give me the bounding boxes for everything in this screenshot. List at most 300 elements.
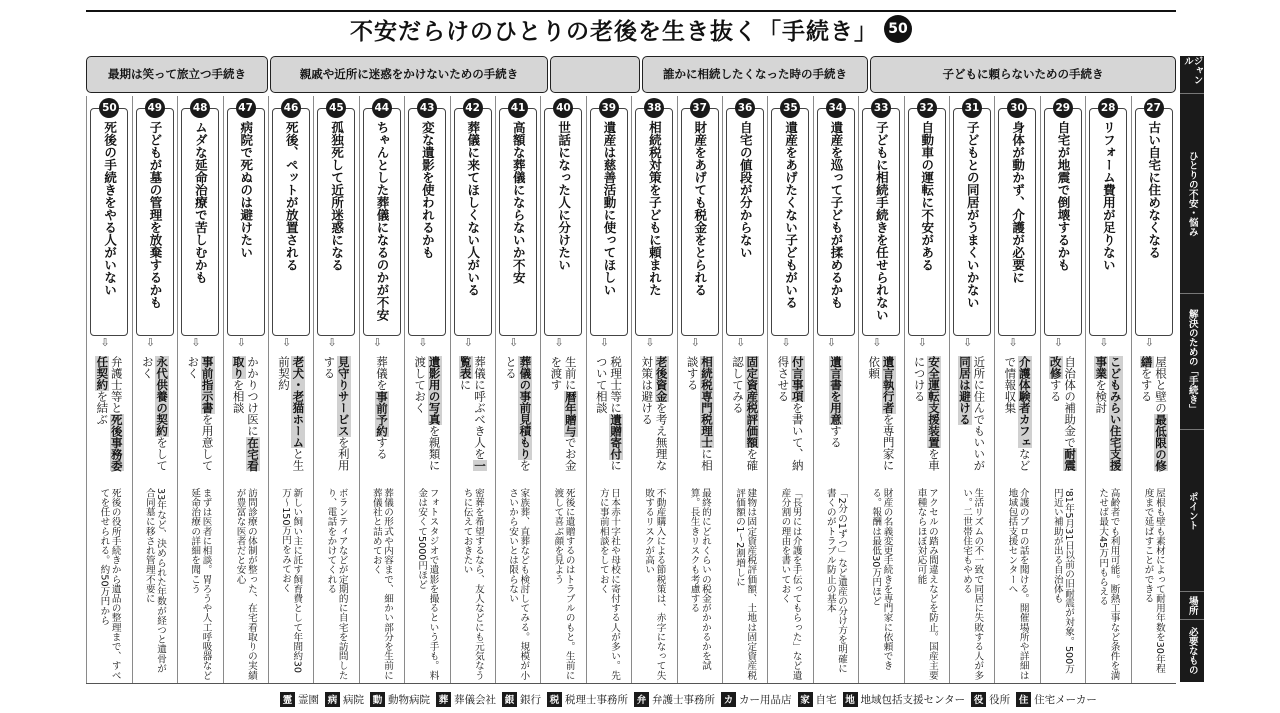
item-number-badge: 44 bbox=[372, 98, 392, 118]
solution-cell bbox=[498, 352, 538, 480]
point-cell bbox=[226, 484, 266, 680]
solution-cell bbox=[997, 352, 1037, 480]
worry-card bbox=[1044, 108, 1082, 336]
point-text: フォトスタジオで遺影を撮るという手も。料金は安くて5000円ほど bbox=[416, 488, 439, 680]
solution-text-block bbox=[95, 356, 124, 480]
worry-text: 遺産をあげたくない子どもがいる bbox=[783, 121, 799, 309]
solution-cell bbox=[135, 352, 175, 480]
solution-keyword: 永代供養の契約 bbox=[155, 356, 170, 437]
side-place: 場所 bbox=[1180, 592, 1204, 620]
side-worry: ひとりの不安・悩み bbox=[1180, 94, 1204, 294]
solution-text-block bbox=[1139, 356, 1168, 480]
solution-text: をする bbox=[1139, 367, 1154, 402]
solution-text: を確認してみる bbox=[731, 356, 760, 471]
chevron-down-icon: ⇩ bbox=[872, 336, 882, 349]
procedure-column bbox=[1131, 96, 1175, 684]
procedure-column bbox=[767, 96, 811, 684]
solution-cell bbox=[589, 352, 629, 480]
solution-text-block bbox=[867, 356, 896, 480]
solution-cell bbox=[1043, 352, 1083, 480]
title-bar bbox=[86, 10, 1176, 46]
item-number-badge: 37 bbox=[690, 98, 710, 118]
legend-abbr: 弁 bbox=[634, 692, 649, 707]
legend-abbr: 病 bbox=[325, 692, 340, 707]
point-text: 「2分の1ずつ」など遺産の分け方を明確に書くのがトラブル防止の基本 bbox=[824, 488, 848, 674]
solution-text-block bbox=[375, 356, 389, 480]
solution-text: する bbox=[1048, 379, 1063, 402]
solution-text: をしておく bbox=[140, 356, 170, 471]
point-cell bbox=[1088, 484, 1128, 680]
chevron-down-icon: ⇩ bbox=[100, 336, 110, 349]
legend-label: 地域包括支援センター bbox=[860, 693, 966, 706]
procedure-column bbox=[994, 96, 1038, 684]
legend-item bbox=[370, 692, 430, 707]
solution-text-block bbox=[912, 356, 941, 480]
solution-cell bbox=[453, 352, 493, 480]
worry-text: 子どもが墓の管理を放棄するかも bbox=[147, 121, 163, 309]
procedure-column bbox=[359, 96, 403, 684]
solution-text: 生前に bbox=[563, 356, 578, 391]
solution-text-block bbox=[277, 356, 306, 480]
point-cell bbox=[952, 484, 992, 680]
point-cell bbox=[1134, 484, 1174, 680]
solution-text: 葬儀に呼ぶべき人を bbox=[472, 356, 487, 460]
legend-abbr: 霊 bbox=[280, 692, 295, 707]
solution-keyword: 見守りサービス bbox=[336, 356, 351, 437]
point-cell bbox=[634, 484, 674, 680]
genre-box-saigo: 最期は笑って旅立つ手続き bbox=[86, 56, 268, 93]
worry-text: 変な遺影を使われるかも bbox=[420, 121, 436, 259]
solution-cell bbox=[226, 352, 266, 480]
legend-label: 自宅 bbox=[815, 693, 837, 706]
solution-text-block bbox=[504, 356, 533, 480]
legend-item bbox=[971, 692, 1010, 707]
solution-text-block bbox=[186, 356, 215, 480]
legend-item bbox=[798, 692, 837, 707]
legend-abbr: 動 bbox=[370, 692, 385, 707]
legend-item bbox=[502, 692, 541, 707]
worry-card bbox=[590, 108, 628, 336]
point-text: 財産の名義変更手続きを専門家に依頼できる。報酬は最低30万円ほど bbox=[870, 488, 893, 671]
worry-text: 死後の手続きをやる人がいない bbox=[102, 121, 118, 296]
chevron-down-icon: ⇩ bbox=[372, 336, 383, 349]
solution-text-block bbox=[1048, 356, 1077, 480]
point-cell bbox=[135, 484, 175, 680]
item-number-badge: 31 bbox=[962, 98, 982, 118]
worry-text: 孤独死して近所迷惑になる bbox=[329, 121, 345, 271]
point-text: 介護のプロの話を聞ける。開催場所や詳細は地域包括支援センターへ bbox=[1006, 488, 1029, 680]
legend-item bbox=[634, 692, 715, 707]
worry-text: 高額な葬儀にならないか不安 bbox=[511, 121, 527, 284]
place-legend bbox=[280, 690, 1103, 708]
procedure-table bbox=[86, 96, 1176, 684]
procedure-column bbox=[722, 96, 766, 684]
solution-keyword: 老後資金 bbox=[654, 356, 669, 402]
point-cell bbox=[907, 484, 947, 680]
solution-text-block bbox=[776, 356, 805, 480]
point-text: ボランティアなどが定期的に自宅を訪問したり、電話をかけてくれる bbox=[325, 488, 348, 680]
solution-cell bbox=[271, 352, 311, 480]
point-text: 不動産購入による節税策は、赤字になって失敗するリスクが高い bbox=[643, 488, 666, 680]
chevron-down-icon: ⇩ bbox=[145, 336, 156, 349]
solution-keyword: 遺言書を用意 bbox=[828, 356, 843, 425]
solution-text-block bbox=[140, 356, 169, 480]
item-number-badge: 35 bbox=[780, 98, 800, 118]
legend-item bbox=[843, 692, 966, 707]
worry-card bbox=[953, 108, 991, 336]
worry-card bbox=[90, 108, 128, 336]
solution-keyword: 事前予約 bbox=[374, 390, 389, 437]
solution-text: 葬儀を bbox=[374, 356, 389, 391]
legend-item bbox=[325, 692, 364, 707]
solution-keyword: 事前指示書 bbox=[200, 356, 215, 414]
solution-cell bbox=[680, 352, 720, 480]
point-cell bbox=[498, 484, 538, 680]
solution-keyword: 在宅看取り bbox=[231, 356, 260, 471]
point-text: '81年5月31日以前の旧耐震が対象。500万円近い補助が出る自治体も bbox=[1051, 488, 1075, 674]
legend-label: 銀行 bbox=[520, 693, 541, 706]
item-number-badge: 33 bbox=[871, 98, 891, 118]
procedure-column bbox=[586, 96, 630, 684]
solution-text: を検討 bbox=[1094, 379, 1109, 414]
worry-text: 世話になった人に分けたい bbox=[556, 121, 572, 271]
solution-keyword: 葬儀の事前見積もり bbox=[518, 356, 533, 460]
procedure-column bbox=[813, 96, 857, 684]
legend-item bbox=[1016, 692, 1097, 707]
worry-card bbox=[181, 108, 219, 336]
solution-text: を専門家に依頼 bbox=[867, 356, 896, 471]
genre-box-meiwaku: 親戚や近所に迷惑をかけないための手続き bbox=[270, 56, 548, 93]
worry-card bbox=[862, 108, 900, 336]
point-cell bbox=[362, 484, 402, 680]
item-number-badge: 38 bbox=[644, 98, 664, 118]
item-number-badge: 28 bbox=[1098, 98, 1118, 118]
point-text: 死後の役所手続きから遺品の整理まで、すべてを任せられる。約50万円から bbox=[98, 488, 121, 680]
solution-cell bbox=[725, 352, 765, 480]
worry-text: 自宅の値段が分からない bbox=[738, 121, 754, 259]
item-number-badge: 34 bbox=[826, 98, 846, 118]
point-cell bbox=[770, 484, 810, 680]
solution-text: 近所に住んでもいいが bbox=[972, 356, 987, 471]
worry-text: 病院で死ぬのは避けたい bbox=[238, 121, 254, 259]
worry-text: 遺産を巡って子どもが揉めるかも bbox=[828, 121, 844, 309]
item-number-badge: 46 bbox=[281, 98, 301, 118]
solution-cell bbox=[316, 352, 356, 480]
procedure-column bbox=[177, 96, 221, 684]
solution-cell bbox=[816, 352, 856, 480]
legend-label: 葬儀会社 bbox=[454, 693, 496, 706]
procedure-column bbox=[904, 96, 948, 684]
solution-cell bbox=[543, 352, 583, 480]
solution-keyword: 相続税専門税理士 bbox=[699, 356, 714, 448]
point-text: 葬儀の形式や内容まで、細かい部分を生前に葬儀社と詰めておく bbox=[370, 488, 394, 680]
worry-text: 子どもに相続手続きを任せられない bbox=[874, 121, 890, 321]
worry-card bbox=[1135, 108, 1173, 336]
solution-text: を相談 bbox=[231, 379, 246, 414]
procedure-column bbox=[631, 96, 675, 684]
legend-item bbox=[280, 692, 319, 707]
solution-cell bbox=[89, 352, 129, 480]
solution-text: をとる bbox=[504, 356, 533, 471]
solution-keyword: 同居は避ける bbox=[958, 356, 972, 425]
legend-label: 弁護士事務所 bbox=[652, 693, 715, 706]
chevron-down-icon: ⇩ bbox=[509, 336, 519, 349]
solution-text-block bbox=[549, 356, 578, 480]
solution-text: などで情報収集 bbox=[1003, 356, 1032, 471]
worry-card bbox=[136, 108, 174, 336]
legend-abbr: 銀 bbox=[502, 692, 517, 707]
solution-keyword: 最低限の修繕 bbox=[1139, 356, 1168, 471]
worry-text: リフォーム費用が足りない bbox=[1101, 121, 1117, 271]
item-number-badge: 45 bbox=[326, 98, 346, 118]
solution-text-block bbox=[413, 356, 442, 480]
chevron-down-icon: ⇩ bbox=[1008, 336, 1018, 349]
point-text: 生活リズムの不一致で同居に失敗する人が多い。二世帯住宅もやめる bbox=[961, 488, 984, 680]
solution-text-block bbox=[458, 356, 487, 480]
genre-box-blank bbox=[550, 56, 640, 93]
item-number-badge: 41 bbox=[508, 98, 528, 118]
worry-card bbox=[998, 108, 1036, 336]
chevron-down-icon: ⇩ bbox=[645, 336, 655, 349]
item-number-badge: 30 bbox=[1007, 98, 1027, 118]
solution-text: を書いて、納得させる bbox=[776, 356, 805, 471]
solution-keyword: 死後事務委任契約 bbox=[95, 356, 124, 471]
worry-text: 相続税対策を子どもに頼まれた bbox=[647, 121, 663, 296]
point-cell bbox=[453, 484, 493, 680]
point-cell bbox=[1043, 484, 1083, 680]
solution-keyword: 遺影用の写真 bbox=[427, 356, 442, 425]
solution-text: に相談する bbox=[685, 356, 714, 471]
chevron-down-icon: ⇩ bbox=[1144, 336, 1154, 349]
worry-card bbox=[681, 108, 719, 336]
solution-keyword: 付言事項 bbox=[790, 356, 805, 402]
point-text: 最終的にどれくらいの税金がかかるかを試算。長生きリスクも考慮する bbox=[688, 488, 711, 671]
chevron-down-icon: ⇩ bbox=[282, 336, 292, 349]
procedure-column bbox=[450, 96, 494, 684]
solution-text: 自治体の補助金で bbox=[1063, 356, 1078, 448]
point-text: 家族葬、直葬なども検討してみる。規模が小さいから安いとは限らない bbox=[507, 488, 530, 680]
point-cell bbox=[680, 484, 720, 680]
legend-label: 動物病院 bbox=[388, 693, 430, 706]
legend-item bbox=[436, 692, 496, 707]
side-point: ポイント bbox=[1180, 430, 1204, 592]
chevron-down-icon: ⇩ bbox=[1099, 336, 1109, 349]
item-number-badge: 27 bbox=[1144, 98, 1164, 118]
solution-text: する bbox=[374, 436, 389, 460]
chevron-down-icon: ⇩ bbox=[963, 336, 973, 349]
point-cell bbox=[725, 484, 765, 680]
solution-keyword: 一覧表 bbox=[458, 356, 487, 471]
solution-keyword: 介護体験者カフェ bbox=[1017, 356, 1032, 448]
worry-card bbox=[726, 108, 764, 336]
point-text: アクセルの踏み間違えなどを防止。国産主要車種ならほぼ対応可能 bbox=[915, 488, 938, 680]
item-number-badge: 39 bbox=[599, 98, 619, 118]
procedure-column bbox=[540, 96, 584, 684]
point-cell bbox=[997, 484, 1037, 680]
solution-cell bbox=[362, 352, 402, 480]
solution-cell bbox=[952, 352, 992, 480]
chevron-down-icon: ⇩ bbox=[327, 336, 337, 349]
point-text: 新しい飼い主に託す飼育費として年間約30万～150万円をみておく bbox=[280, 488, 303, 674]
solution-text: に bbox=[458, 379, 473, 391]
point-text: 日本赤十字社や母校に寄付する人が多い。先方に事前相談をしておく bbox=[597, 488, 621, 680]
solution-text: を用意しておく bbox=[186, 356, 215, 471]
solution-cell bbox=[770, 352, 810, 480]
procedure-column bbox=[495, 96, 539, 684]
item-number-badge: 29 bbox=[1053, 98, 1073, 118]
worry-text: ちゃんとした葬儀になるのかが不安 bbox=[374, 121, 390, 321]
solution-text-block bbox=[731, 356, 760, 480]
point-cell bbox=[543, 484, 583, 680]
worry-card bbox=[227, 108, 265, 336]
worry-card bbox=[817, 108, 855, 336]
legend-abbr: 家 bbox=[798, 692, 813, 707]
worry-card bbox=[1089, 108, 1127, 336]
procedure-column bbox=[858, 96, 902, 684]
point-text: 33年など、決められた年数が経つと遺骨が合同墓に移され管理不要に bbox=[143, 488, 167, 674]
chevron-down-icon: ⇩ bbox=[463, 336, 473, 349]
solution-text: でお金を渡す bbox=[549, 356, 578, 471]
solution-text-block bbox=[640, 356, 669, 480]
procedure-column bbox=[86, 96, 130, 684]
chevron-down-icon: ⇩ bbox=[191, 336, 201, 349]
legend-abbr: カ bbox=[721, 692, 736, 707]
legend-abbr: 地 bbox=[843, 692, 858, 707]
worry-card bbox=[544, 108, 582, 336]
procedure-column bbox=[1040, 96, 1084, 684]
worry-card bbox=[908, 108, 946, 336]
point-text: 死後に遺贈するのはトラブルのもと。生前に渡して喜ぶ顔を見よう bbox=[552, 488, 575, 680]
worry-text: 遺産は慈善活動に使ってほしい bbox=[601, 121, 617, 296]
item-number-badge: 40 bbox=[553, 98, 573, 118]
solution-cell bbox=[907, 352, 947, 480]
solution-text: する bbox=[828, 425, 843, 448]
solution-text-block bbox=[829, 356, 843, 480]
worry-card bbox=[363, 108, 401, 336]
solution-text: について相談 bbox=[594, 356, 624, 471]
chevron-down-icon: ⇩ bbox=[917, 336, 927, 349]
worry-text: ムダな延命治療で苦しむかも bbox=[193, 121, 209, 284]
point-cell bbox=[816, 484, 856, 680]
solution-cell bbox=[1088, 352, 1128, 480]
procedure-column bbox=[132, 96, 176, 684]
legend-label: カー用品店 bbox=[739, 693, 792, 706]
point-cell bbox=[589, 484, 629, 680]
legend-abbr: 役 bbox=[971, 692, 986, 707]
worry-text: 自宅が地震で倒壊するかも bbox=[1055, 121, 1071, 271]
worry-card bbox=[408, 108, 446, 336]
worry-card bbox=[454, 108, 492, 336]
point-text: 建物は固定資産税評価額、土地は固定資産税評価額の1～2割増しに bbox=[734, 488, 757, 680]
procedure-column bbox=[313, 96, 357, 684]
solution-cell bbox=[634, 352, 674, 480]
title-number-badge: 50 bbox=[884, 15, 912, 43]
legend-label: 霊園 bbox=[298, 693, 319, 706]
legend-item bbox=[721, 692, 792, 707]
point-text: 高齢者でも利用可能。断熱工事など条件を満たせば最大45万円もらえる bbox=[1097, 488, 1120, 680]
solution-keyword: 耐震改修 bbox=[1048, 356, 1078, 471]
solution-text: 弁護士等と bbox=[109, 356, 124, 414]
solution-text-block bbox=[594, 356, 623, 480]
worry-text: 身体が動かず、介護が必要に bbox=[1010, 121, 1026, 284]
point-cell bbox=[89, 484, 129, 680]
page-title: 不安だらけのひとりの老後を生き抜く「手続き」 bbox=[350, 18, 878, 45]
point-text: 「長男には介護を手伝ってもらった」など遺産分割の理由を書いておく bbox=[779, 488, 802, 680]
item-number-badge: 48 bbox=[190, 98, 210, 118]
row-header-sidebar bbox=[1180, 56, 1204, 682]
worry-card bbox=[317, 108, 355, 336]
chevron-down-icon: ⇩ bbox=[554, 336, 564, 349]
chevron-down-icon: ⇩ bbox=[599, 336, 610, 349]
worry-text: 子どもとの同居がうまくいかない bbox=[965, 121, 981, 309]
legend-label: 住宅メーカー bbox=[1034, 693, 1097, 706]
procedure-column bbox=[223, 96, 267, 684]
point-cell bbox=[271, 484, 311, 680]
genre-box-souzoku: 誰かに相続したくなった時の手続き bbox=[642, 56, 868, 93]
item-number-badge: 49 bbox=[145, 98, 165, 118]
point-text: まずは医者に相談。胃ろうや人工呼吸器など延命治療の詳細を聞こう bbox=[189, 488, 212, 680]
solution-text: かかりつけ医に bbox=[245, 356, 260, 437]
solution-text-block bbox=[322, 356, 351, 480]
chevron-down-icon: ⇩ bbox=[236, 336, 246, 349]
point-text: 密葬を希望するなら、友人などにも元気なうちに伝えておきたい bbox=[461, 488, 484, 680]
worry-card bbox=[499, 108, 537, 336]
procedure-column bbox=[404, 96, 448, 684]
worry-card bbox=[272, 108, 310, 336]
genre-box-kodomo: 子どもに頼らないための手続き bbox=[870, 56, 1176, 93]
chevron-down-icon: ⇩ bbox=[690, 336, 700, 349]
solution-text-block bbox=[1094, 356, 1123, 480]
solution-text-block bbox=[1003, 356, 1032, 480]
point-text: 訪問診療の体制が整った、在宅看取りの実績が豊富な医者だと安心 bbox=[234, 488, 257, 680]
worry-text: 死後、ペットが放置される bbox=[284, 121, 300, 271]
chevron-down-icon: ⇩ bbox=[736, 336, 746, 349]
solution-keyword: こどもみらい住宅支援事業 bbox=[1094, 356, 1123, 471]
side-needs: 必要なもの bbox=[1186, 627, 1198, 675]
solution-cell bbox=[861, 352, 901, 480]
solution-text-block bbox=[685, 356, 714, 480]
chevron-down-icon: ⇩ bbox=[781, 336, 791, 349]
side-solution: 解決のための「手続き」 bbox=[1180, 294, 1204, 430]
side-genre: ジャンル bbox=[1180, 56, 1204, 94]
chevron-down-icon: ⇩ bbox=[826, 336, 837, 349]
item-number-badge: 32 bbox=[917, 98, 937, 118]
legend-label: 税理士事務所 bbox=[565, 693, 628, 706]
solution-keyword: 安全運転支援装置 bbox=[926, 356, 941, 448]
solution-keyword: 老犬・老猫ホーム bbox=[291, 356, 306, 448]
legend-item bbox=[547, 692, 628, 707]
solution-text: を結ぶ bbox=[95, 390, 110, 425]
item-number-badge: 50 bbox=[99, 98, 119, 118]
item-number-badge: 42 bbox=[463, 98, 483, 118]
procedure-column bbox=[268, 96, 312, 684]
solution-text: を車につける bbox=[912, 356, 941, 471]
point-cell bbox=[861, 484, 901, 680]
solution-text: を利用する bbox=[322, 356, 351, 471]
procedure-column bbox=[1085, 96, 1129, 684]
legend-label: 病院 bbox=[343, 693, 364, 706]
item-number-badge: 36 bbox=[735, 98, 755, 118]
solution-cell bbox=[407, 352, 447, 480]
point-text: 屋根も壁も素材によって耐用年数を30年程度まで延ばすことができる bbox=[1142, 488, 1165, 674]
worry-text: 古い自宅に住めなくなる bbox=[1146, 121, 1162, 259]
solution-text-block bbox=[231, 356, 260, 480]
solution-text: と生前契約 bbox=[277, 356, 306, 471]
worry-card bbox=[771, 108, 809, 336]
worry-text: 財産をあげても税金をとられる bbox=[692, 121, 708, 296]
item-number-badge: 43 bbox=[417, 98, 437, 118]
solution-keyword: 固定資産税評価額 bbox=[745, 356, 760, 448]
